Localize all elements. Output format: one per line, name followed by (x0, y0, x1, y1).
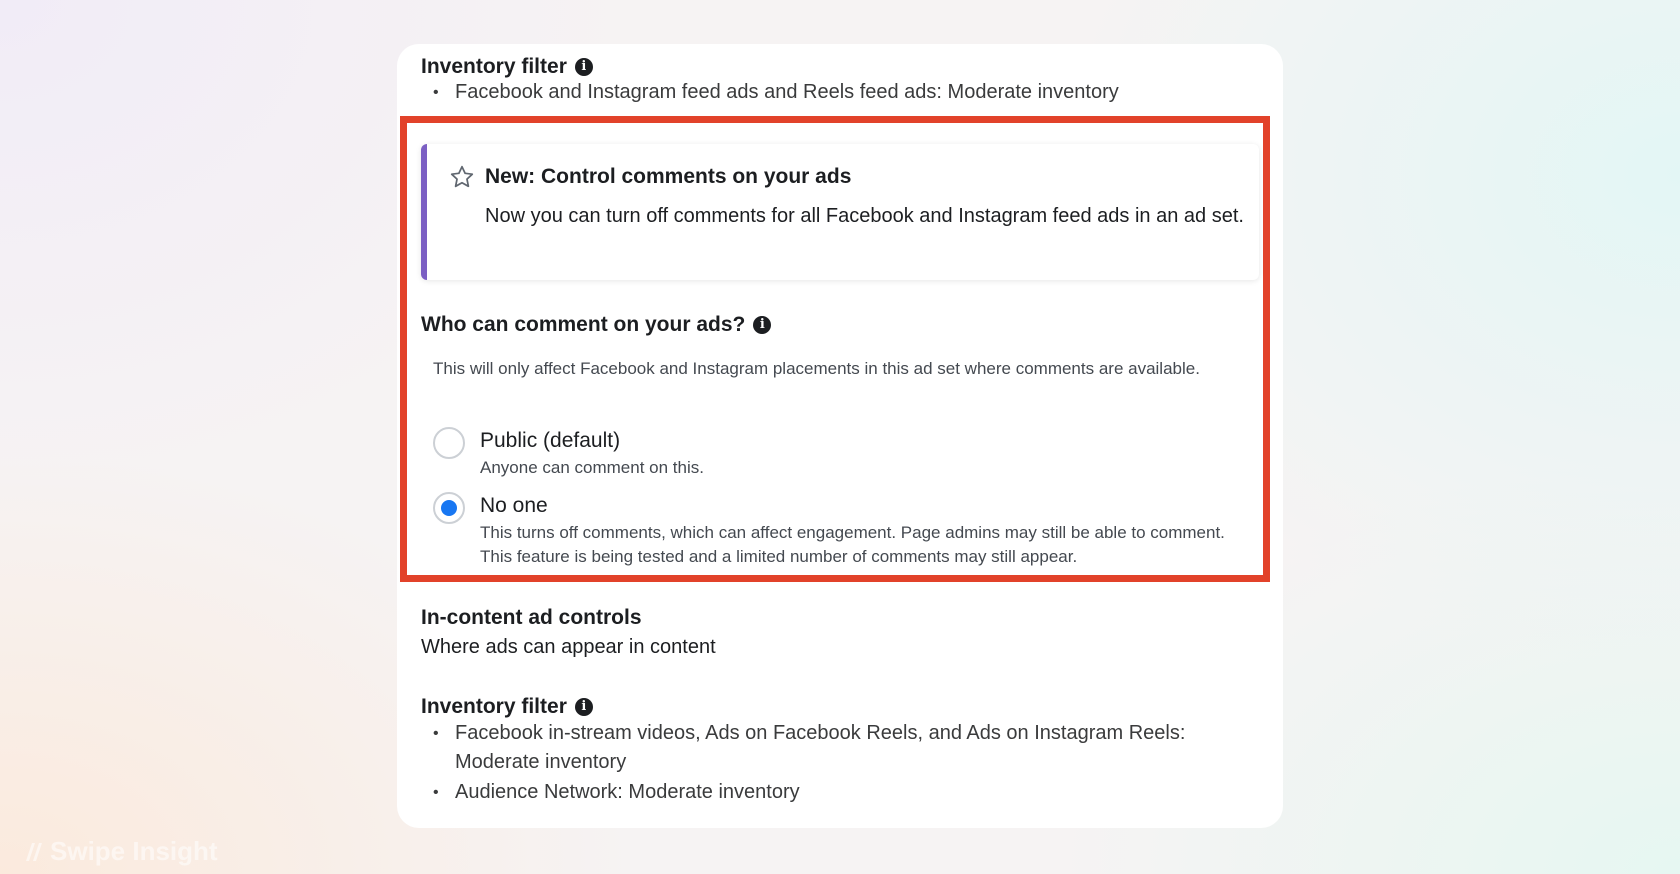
list-item (433, 778, 800, 807)
watermark (22, 836, 218, 867)
bullet-icon: • (433, 84, 439, 101)
bullet-icon: • (433, 784, 439, 801)
radio-public[interactable] (433, 427, 465, 459)
comments-title: Who can comment on your ads? (421, 313, 746, 336)
inventory-filter-item: Facebook in-stream videos, Ads on Facebook Reels, and Ads on Instagram Reels: Moderate inventory (455, 722, 1186, 773)
info-icon[interactable]: i (575, 58, 593, 76)
notice-body: Now you can turn off comments for all Facebook and Instagram feed ads in an ad set. (485, 205, 1244, 227)
watermark-text: Swipe Insight (50, 836, 218, 866)
star-icon (449, 164, 475, 190)
radio-no-one-label[interactable]: No one (480, 494, 548, 517)
new-feature-notice (421, 144, 1259, 280)
list-item (433, 78, 1119, 107)
radio-public-label[interactable]: Public (default) (480, 429, 621, 452)
in-content-title: In-content ad controls (421, 606, 642, 629)
info-icon[interactable]: i (753, 316, 771, 334)
in-content-heading (421, 605, 642, 631)
radio-public-sublabel: Anyone can comment on this. (480, 458, 704, 477)
inventory-filter-heading (421, 694, 593, 720)
inventory-filter-item: Audience Network: Moderate inventory (455, 781, 800, 803)
ad-set-settings-card (397, 44, 1283, 828)
radio-no-one-sublabel: This turns off comments, which can affect engagement. Page admins may still be able to comment. This feature is being tested and a limited number of comments may still appear. (480, 523, 1225, 566)
inventory-filter-item: Facebook and Instagram feed ads and Reels feed ads: Moderate inventory (455, 81, 1119, 103)
list-item (433, 719, 1193, 777)
highlight-box (400, 116, 1270, 582)
comments-heading (421, 312, 771, 338)
radio-no-one[interactable] (433, 492, 465, 524)
comments-description: This will only affect Facebook and Instagram placements in this ad set where comments are available. (433, 359, 1200, 378)
swipe-logo-icon (22, 839, 44, 865)
inventory-filter-title: Inventory filter (421, 695, 567, 718)
inventory-filter-heading (421, 54, 593, 80)
info-icon[interactable]: i (575, 698, 593, 716)
bullet-icon: • (433, 725, 439, 742)
in-content-subtitle: Where ads can appear in content (421, 636, 716, 658)
inventory-filter-title: Inventory filter (421, 55, 567, 78)
notice-title: New: Control comments on your ads (485, 165, 852, 188)
